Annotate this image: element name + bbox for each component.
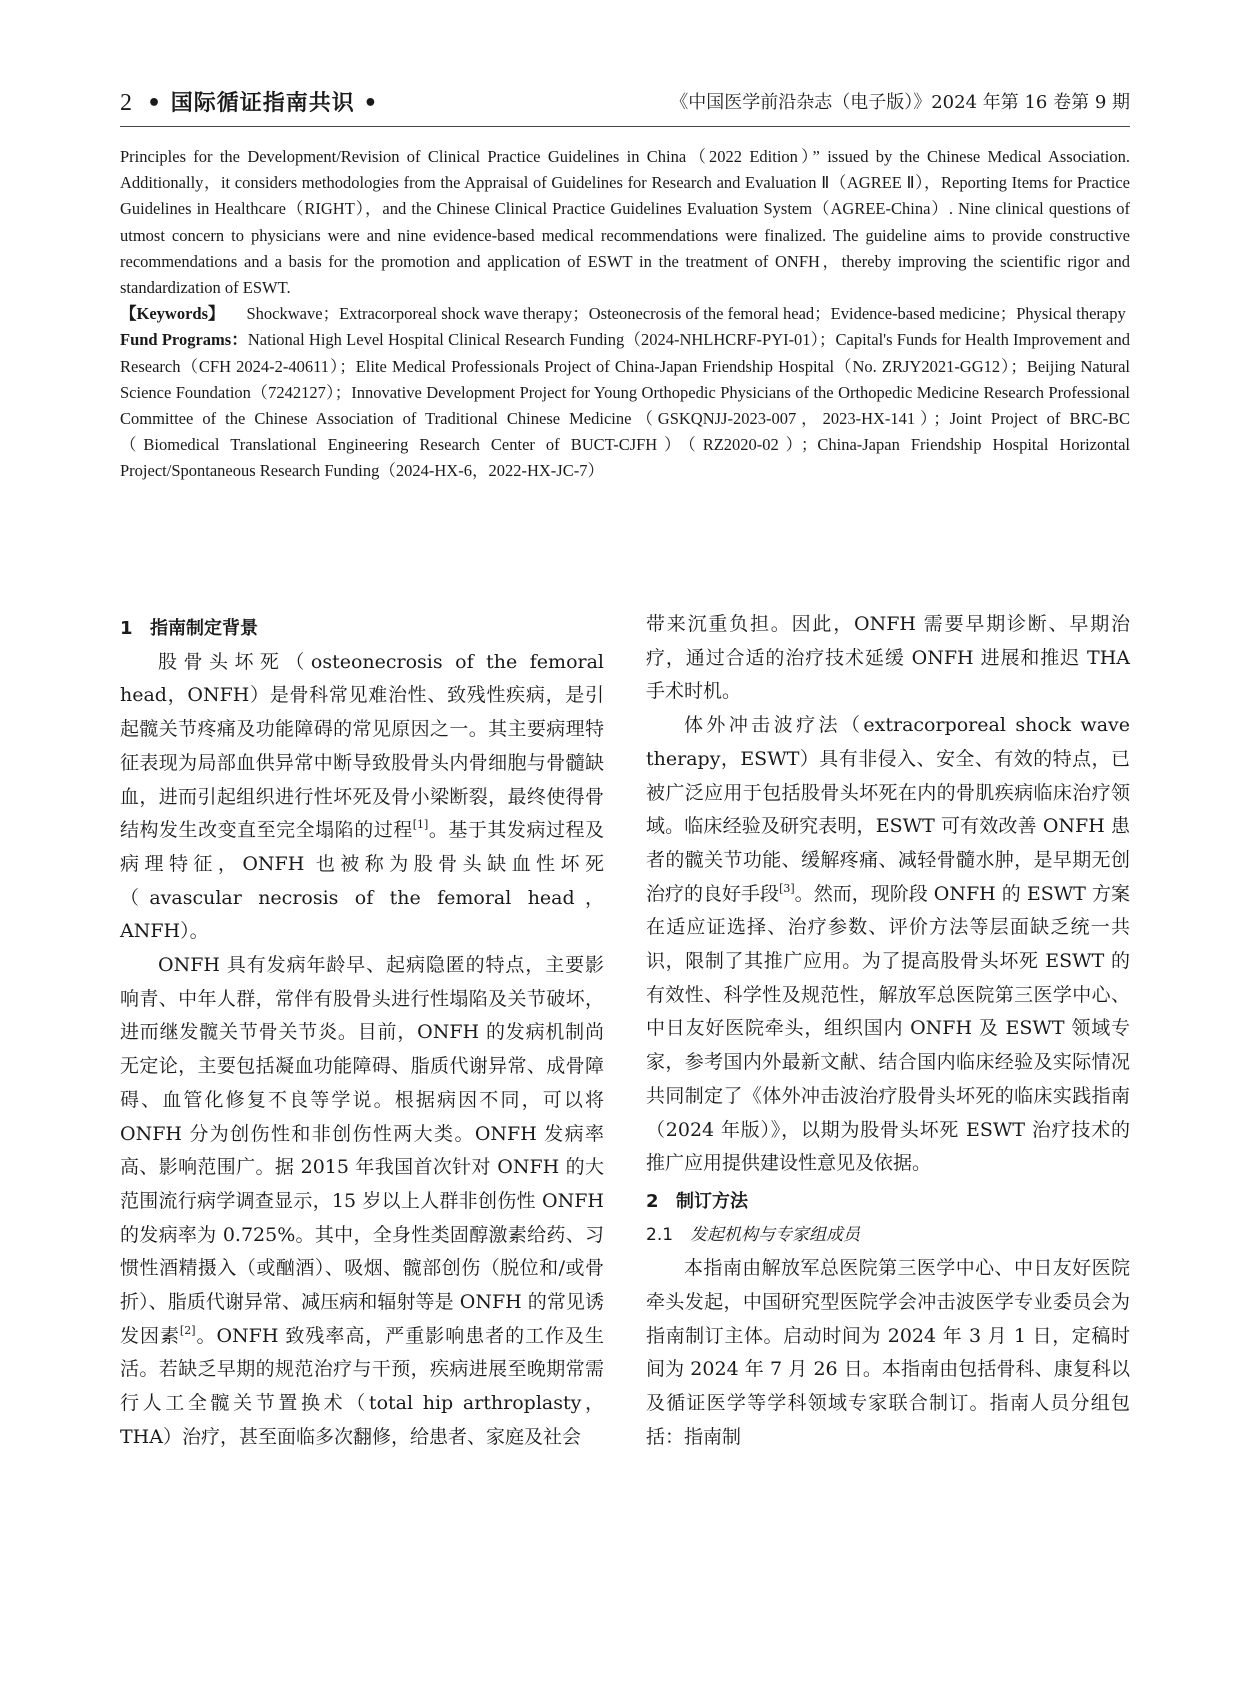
section-2-heading: 2 制订方法: [646, 1190, 748, 1212]
section-1-paragraph-2-continued: 带来沉重负担。因此，ONFH 需要早期诊断、早期治疗，通过合适的治疗技术延缓 ONFH 进展和推迟 THA 手术时机。: [646, 613, 1130, 703]
citation-ref: [2]: [179, 1323, 196, 1337]
section-2-1-heading: 2.1 发起机构与专家组成员: [646, 1224, 860, 1245]
keywords-label: 【Keywords】: [120, 304, 225, 324]
section-1-paragraph-2: ONFH 具有发病年龄早、起病隐匿的特点，主要影响青、中年人群，常伴有股骨头进行性塌陷及关节破坏，进而继发髋关节骨关节炎。目前，ONFH 的发病机制尚无定论，主要包括凝血功能障碍、脂质代谢异常、成骨障碍、血管化修复不良等学说。根据病因不同，可以将 ONFH 分为创伤性和非创伤性两大类。ONFH 发病率高、影响范围广。据 2015 年我国首次针对 ONFH 的大范围流行病学调查显示，15 岁以上人群非创伤性 ONFH 的发病率为 0.725%。其中，全身性类固醇激素给药、习惯性酒精摄入（或酗酒）、吸烟、髋部创伤（脱位和/或骨折）、脂质代谢异常、减压病和辐射等是 ONFH 的常见诱发因素[2]。ONFH 致残率高，严重影响患者的工作及生活。若缺乏早期的规范治疗与干预，疾病进展至晚期常需行人工全髋关节置换术（total hip arthroplasty，THA）治疗，甚至面临多次翻修，给患者、家庭及社会: [120, 954, 604, 1448]
fund-label: Fund Programs：: [120, 330, 248, 350]
english-abstract: [120, 144, 1130, 485]
citation-ref: [3]: [779, 881, 795, 895]
journal-citation: 《中国医学前沿杂志（电子版）》2024 年第 16 卷第 9 期: [670, 92, 1130, 113]
section-1-paragraph-3: 体外冲击波疗法（extracorporeal shock wave therapy，ESWT）具有非侵入、安全、有效的特点，已被广泛应用于包括股骨头坏死在内的骨肌疾病临床治疗领域。临床经验及研究表明，ESWT 可有效改善 ONFH 患者的髋关节功能、缓解疼痛、减轻骨髓水肿，是早期无创治疗的良好手段[3]。然而，现阶段 ONFH 的 ESWT 方案在适应证选择、治疗参数、评价方法等层面缺乏统一共识，限制了其推广应用。为了提高股骨头坏死 ESWT 的有效性、科学性及规范性，解放军总医院第三医学中心、中日友好医院牵头，组织国内 ONFH 及 ESWT 领域专家，参考国内外最新文献、结合国内临床经验及实际情况共同制定了《体外冲击波治疗股骨头坏死的临床实践指南（2024 年版）》，以期为股骨头坏死 ESWT 治疗技术的推广应用提供建设性意见及依据。: [646, 714, 1130, 1175]
section-2-paragraph-1: 本指南由解放军总医院第三医学中心、中日友好医院牵头发起，中国研究型医院学会冲击波医学专业委员会为指南制订主体。启动时间为 2024 年 3 月 1 日，定稿时间为 2024 年 7 月 26 日。本指南由包括骨科、康复科以及循证医学等学科领域专家联合制订。指南人员分组包括：指南制: [646, 1257, 1130, 1448]
fund-paragraph: [120, 327, 1130, 484]
left-column: [120, 608, 604, 1455]
abstract-text: Principles for the Development/Revision of Clinical Practice Guidelines in China（2022 Edition）” issued by the Chinese Medical Association. Additionally，it considers methodologies from the Appraisal of Guidelines for Research and Evaluation Ⅱ（AGREE Ⅱ），Reporting Items for Practice Guidelines in Healthcare（RIGHT），and the Chinese Clinical Practice Guidelines Evaluation System（AGREE-China）. Nine clinical questions of utmost concern to physicians were and nine evidence-based medical recommendations were finalized. The guideline aims to provide constructive recommendations and a basis for the promotion and application of ESWT in the treatment of ONFH，thereby improving the scientific rigor and standardization of ESWT.: [120, 147, 1130, 298]
right-column: [646, 608, 1130, 1455]
section-1-heading: 1 指南制定背景: [120, 618, 258, 639]
header-divider: [120, 126, 1130, 127]
keywords-paragraph: [120, 301, 1130, 327]
fund-text: National High Level Hospital Clinical Research Funding（2024-NHLHCRF-PYI-01）；Capital's Funds for Health Improvement and Research（CFH 2024-2-40611）；Elite Medical Professionals Project of China-Japan Friendship Hospital（No. ZRJY2021-GG12）；Beijing Natural Science Foundation（7242127）；Innovative Development Project for Young Orthopedic Physicians of the Orthopedic Medicine Research Professional Committee of the Chinese Association of Traditional Chinese Medicine（GSKQNJJ-2023-007，2023-HX-141）；Joint Project of BRC-BC（Biomedical Translational Engineering Research Center of BUCT-CJFH）（RZ2020-02）；China-Japan Friendship Hospital Horizontal Project/Spontaneous Research Funding（2024-HX-6，2022-HX-JC-7）: [120, 330, 1130, 481]
header-left: [120, 86, 378, 117]
running-header: [120, 86, 1130, 122]
section-1-paragraph-1: 股骨头坏死（osteonecrosis of the femoral head，ONFH）是骨科常见难治性、致残性疾病，是引起髋关节疼痛及功能障碍的常见原因之一。其主要病理特征表现为局部血供异常中断导致股骨头内骨细胞与骨髓缺血，进而引起组织进行性坏死及骨小梁断裂，最终使得骨结构发生改变直至完全塌陷的过程[1]。基于其发病过程及病理特征，ONFH 也被称为股骨头缺血性坏死（avascular necrosis of the femoral head，ANFH）。: [120, 650, 604, 943]
citation-ref: [1]: [412, 818, 429, 832]
keywords-text: Shockwave；Extracorporeal shock wave therapy；Osteonecrosis of the femoral head；Evidence-based medicine；Physical therapy: [246, 304, 1126, 324]
section-label: • 国际循证指南共识 •: [147, 91, 379, 116]
page-number: 2: [120, 90, 133, 116]
